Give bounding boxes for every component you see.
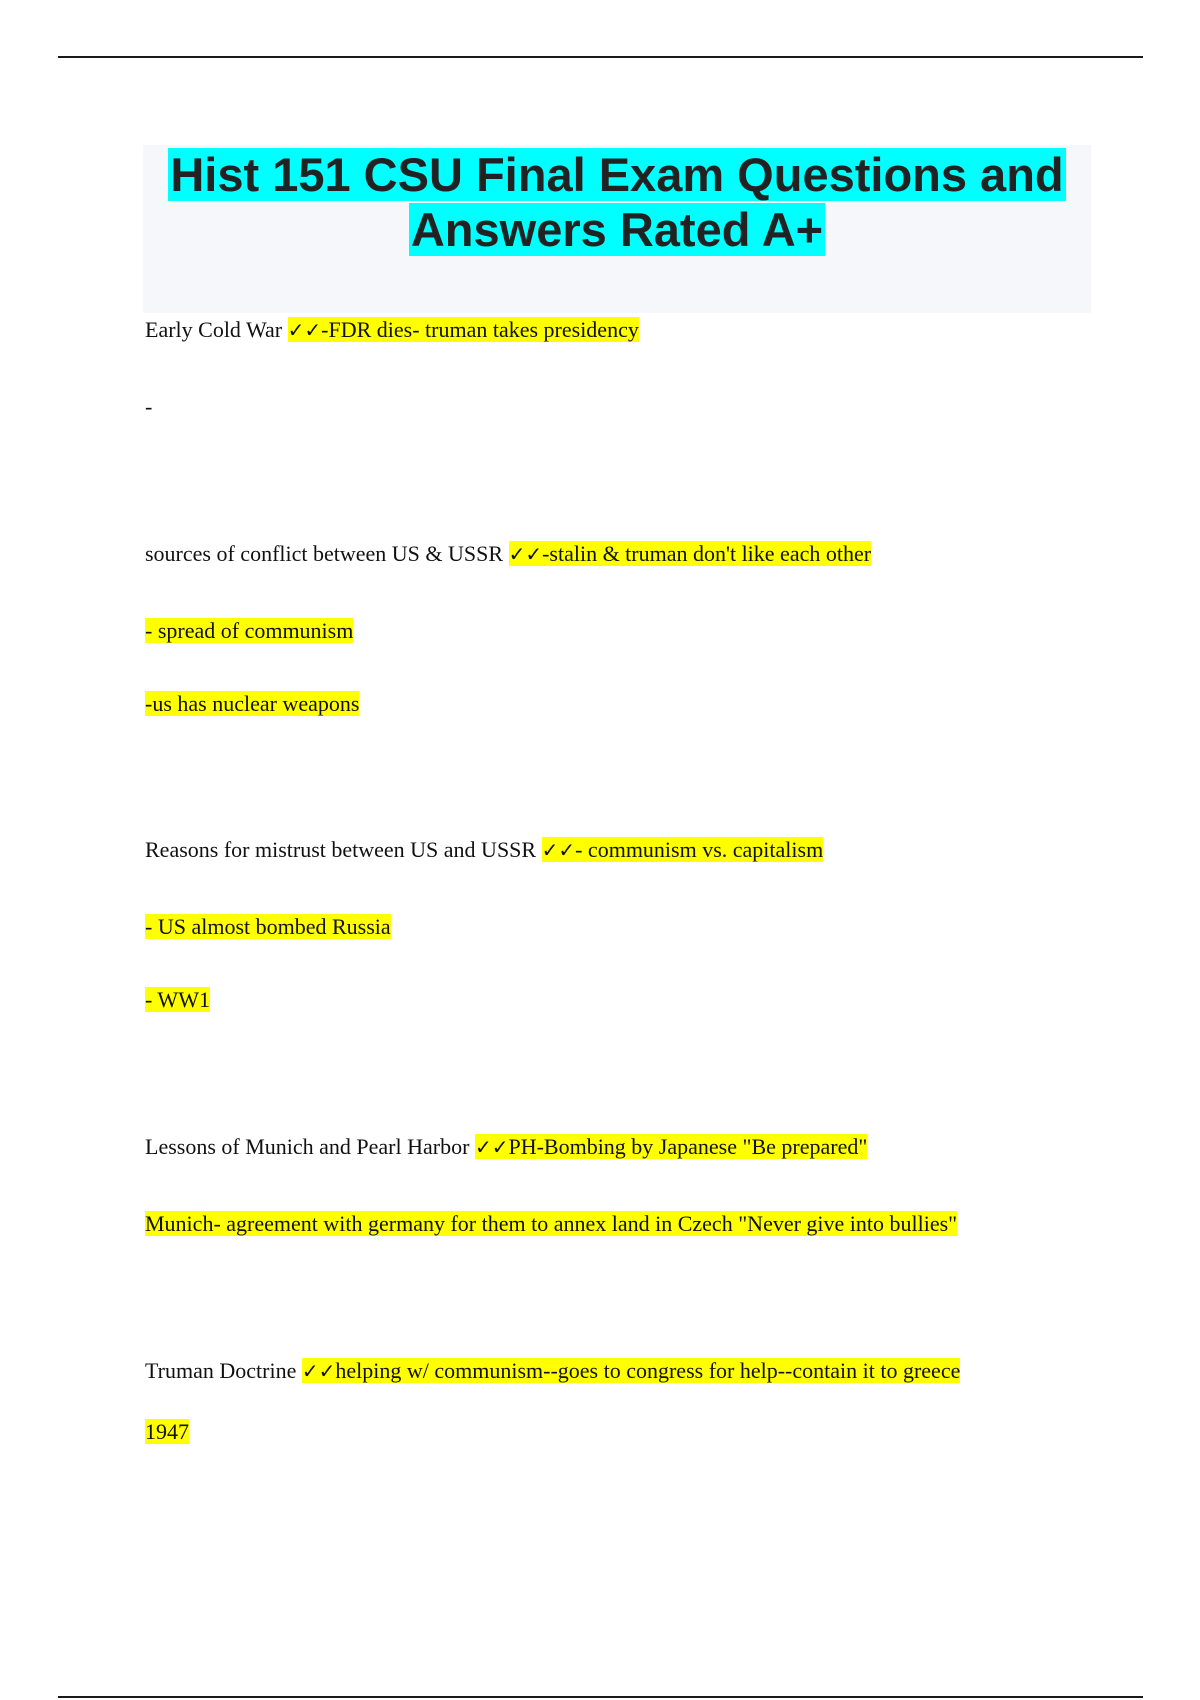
entry-lessons-munich-pearl-harbor <box>145 1133 867 1161</box>
title-box <box>143 145 1091 313</box>
entry-extra-highlight: - spread of communism <box>145 618 354 643</box>
entry-extra-highlight: -us has nuclear weapons <box>145 691 360 716</box>
entry-sources-of-conflict <box>145 540 871 568</box>
entry-extra-line <box>145 617 353 645</box>
entry-term: sources of conflict between US & USSR <box>145 541 504 566</box>
entry-extra-highlight: Munich- agreement with germany for them to annex land in Czech "Never give into bullies" <box>145 1211 958 1236</box>
entry-extra-highlight: 1947 <box>145 1419 189 1444</box>
entry-answer: helping w/ communism--goes to congress for help--contain it to greece <box>335 1358 961 1383</box>
checkmark-icon: ✓✓ <box>301 1359 336 1383</box>
checkmark-icon: ✓✓ <box>508 542 543 566</box>
entry-answer: - communism vs. capitalism <box>575 837 824 862</box>
top-rule <box>58 56 1143 58</box>
entry-term: Truman Doctrine <box>145 1358 297 1383</box>
document-title <box>143 145 1091 257</box>
entry-answer: -stalin & truman don't like each other <box>542 541 872 566</box>
entry-extra-highlight: - WW1 <box>145 987 210 1012</box>
entry-extra-line <box>145 1210 957 1238</box>
checkmark-icon: ✓✓ <box>474 1135 509 1159</box>
entry-answer-highlight <box>509 541 872 566</box>
checkmark-icon: ✓✓ <box>287 318 322 342</box>
entry-reasons-for-mistrust <box>145 836 823 864</box>
entry-extra-line <box>145 913 391 941</box>
entry-early-cold-war <box>145 316 639 344</box>
entry-term: Early Cold War <box>145 317 283 342</box>
title-line-1: Hist 151 CSU Final Exam Questions and <box>170 148 1064 201</box>
entry-term: Lessons of Munich and Pearl Harbor <box>145 1134 470 1159</box>
bottom-rule <box>58 1696 1143 1698</box>
entry-extra-line: - <box>145 394 153 419</box>
checkmark-icon: ✓✓ <box>541 838 576 862</box>
entry-extra-line <box>145 690 359 718</box>
entry-extra-highlight: - US almost bombed Russia <box>145 914 391 939</box>
entry-answer-highlight <box>288 317 639 342</box>
entry-answer-highlight <box>475 1134 867 1159</box>
entry-term: Reasons for mistrust between US and USSR <box>145 837 537 862</box>
entry-answer-highlight <box>302 1358 961 1383</box>
entry-extra-line <box>145 1418 189 1446</box>
entry-answer-highlight <box>542 837 824 862</box>
entry-truman-doctrine <box>145 1357 960 1385</box>
entry-answer: -FDR dies- truman takes presidency <box>321 317 639 342</box>
entry-extra-line <box>145 986 210 1014</box>
entry-answer: PH-Bombing by Japanese "Be prepared" <box>508 1134 868 1159</box>
title-line-2: Answers Rated A+ <box>410 203 824 256</box>
